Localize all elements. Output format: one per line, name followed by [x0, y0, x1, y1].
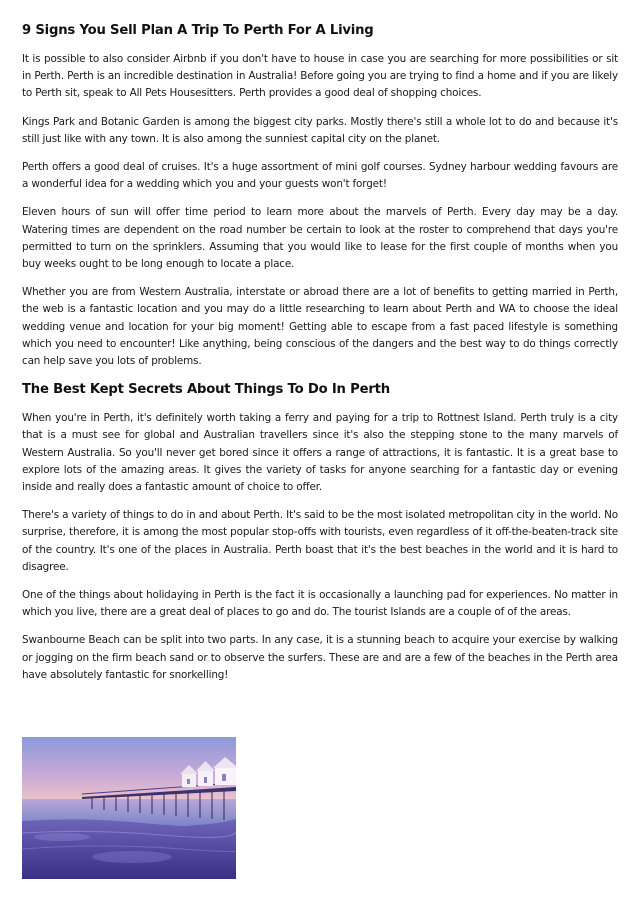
paragraph: It is possible to also consider Airbnb if you don't have to house in case you are searching for more possibilities or sit in Perth. Perth is an incredible destination in Australia! Before going you are trying to find a home and if you are likely to Perth sit, speak to All Pets Housesitters. Perth provides a good deal of shopping choices.: [22, 53, 618, 100]
paragraph: Perth offers a good deal of cruises. It's a huge assortment of mini golf courses. Sydney harbour wedding favours are a wonderful idea for a wedding which you and your guests won't forget!: [22, 161, 618, 191]
paragraph: Kings Park and Botanic Garden is among the biggest city parks. Mostly there's still a whole lot to do and because it's still just like with any town. It is also among the sunniest capital city on the planet.: [22, 115, 618, 145]
section-heading: The Best Kept Secrets About Things To Do In Perth: [22, 382, 390, 398]
jetty-beach-photo: [22, 737, 236, 879]
article-heading: 9 Signs You Sell Plan A Trip To Perth For A Living: [22, 23, 374, 38]
article: [22, 22, 618, 695]
paragraph: One of the things about holidaying in Perth is the fact it is occasionally a launching pad for experiences. No matter in which you live, there are a great deal of places to go and do. The tourist Islands are a couple of of the areas.: [22, 589, 618, 619]
paragraph: Whether you are from Western Australia, interstate or abroad there are a lot of benefits to getting married in Perth, the web is a fantastic location and you may do a little researching to learn about Perth and WA to choose the ideal wedding venue and location for your big moment! Getting able to escape from a fast paced lifestyle is something which you need to encounter! Like anything, being conscious of the dangers and the best way to do things correctly can help save you lots of problems.: [22, 286, 618, 368]
paragraph: There's a variety of things to do in and about Perth. It's said to be the most isolated metropolitan city in the world. No surprise, therefore, it is among the most popular stop-offs with tourists, even regardless of it off-the-beaten-track site of the country. It's one of the places in Australia. Perth boast that it's the best beaches in the world and it is hard to disagree.: [22, 509, 618, 573]
paragraph: When you're in Perth, it's definitely worth taking a ferry and paying for a trip to Rottnest Island. Perth truly is a city that is a must see for global and Australian travellers since it's also the stepping stone to the many marvels of Western Australia. So you'll never get bored since it offers a range of attractions, it is fantastic. It is a great base to explore lots of the amazing areas. It gives the variety of tasks for anyone searching for a fantastic day or evening inside and really does a fantastic amount of choice to offer.: [22, 412, 618, 494]
paragraph: Eleven hours of sun will offer time period to learn more about the marvels of Perth. Every day may be a day. Watering times are dependent on the road number be certain to look at the roster to comprehend that days you're permitted to turn on the sprinklers. Assuming that you would like to lease for the first couple of months when you buy weeks ought to be long enough to locate a place.: [22, 206, 618, 271]
paragraph: Swanbourne Beach can be split into two parts. In any case, it is a stunning beach to acquire your exercise by walking or jogging on the firm beach sand or to observe the surfers. These are and are a few of the beaches in the Perth area have absolutely fantastic for snorkelling!: [22, 634, 618, 681]
